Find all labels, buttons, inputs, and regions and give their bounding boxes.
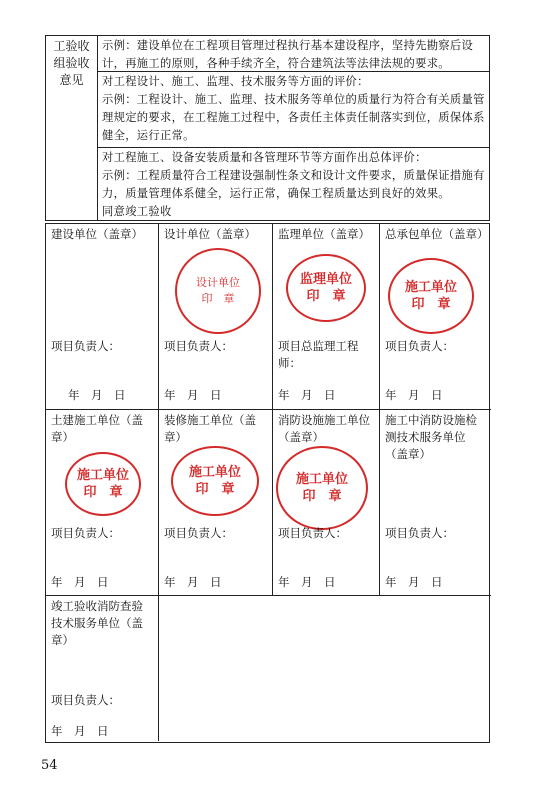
opinion-row2-text: 示例：工程设计、施工、监理、技术服务等单位的质量行为符合有关质量管理规定的要求，在工程施工过程中，各责任主体责任制落实到位，质保体系健全，运行正常。 [102,93,485,142]
acceptance-opinion-table [45,35,490,221]
supervision-unit-seal: 监理单位 印 章 [286,254,366,322]
design-unit-seal: 设计单位 印 章 [175,248,261,334]
unit-title: 施工中消防设施检测技术服务单位（盖章） [385,413,477,461]
date-label: 年 月 日 [278,575,336,589]
unit-title: 监理单位（盖章） [278,227,370,241]
unit-cell-general-contractor [380,224,491,410]
project-leader-label: 项目负责人： [278,526,347,540]
unit-cell-fire-testing-service [380,410,491,596]
date-label: 年 月 日 [68,388,126,402]
unit-cell-fire-inspection-service [46,596,159,741]
project-leader-label: 项目负责人： [164,339,233,353]
unit-title: 建设单位（盖章） [51,227,143,241]
unit-cell-construction [46,224,159,410]
unit-title: 总承包单位（盖章） [385,227,489,241]
page-number: 54 [41,758,58,773]
opinion-row-construction [98,36,489,72]
project-leader-label: 项目负责人： [164,526,233,540]
signature-grid [45,223,490,743]
unit-title: 设计单位（盖章） [164,227,256,241]
project-leader-label: 项目负责人： [385,339,454,353]
opinion-row-evaluation [98,72,489,148]
date-label: 年 月 日 [51,575,109,589]
chief-supervisor-label: 项目总监理工程师： [278,339,359,370]
opinion-row3-title: 对工程施工、设备安装质量和各管理环节等方面作出总体评价： [102,151,427,164]
unit-cell-decoration-construction [159,410,273,596]
empty-cell [159,596,491,741]
decoration-construction-seal: 施工单位 印 章 [171,446,259,516]
unit-title: 装修施工单位（盖章） [164,413,256,444]
unit-cell-fire-facility-construction [273,410,380,596]
project-leader-label: 项目负责人： [51,339,120,353]
opinion-row1-text: 示例：建设单位在工程项目管理过程执行基本建设程序，坚持先勘察后设计，再施工的原则，各种手续齐全，符合建筑法等法律法规的要求。 [102,39,474,70]
unit-title: 竣工验收消防查验技术服务单位（盖章） [51,599,143,647]
opinion-row3-text: 示例：工程质量符合工程建设强制性条文和设计文件要求，质量保证措施有力，质量管理体系健全，运行正常，确保工程质量达到良好的效果。 [102,169,485,200]
date-label: 年 月 日 [385,575,443,589]
opinion-row2-title: 对工程设计、施工、监理、技术服务等方面的评价： [102,75,369,88]
opinion-row-overall [98,148,489,222]
date-label: 年 月 日 [164,575,222,589]
general-contractor-seal: 施工单位 印 章 [388,258,474,334]
unit-title: 消防设施施工单位（盖章） [278,413,370,444]
unit-cell-design [159,224,273,410]
project-leader-label: 项目负责人： [51,526,120,540]
date-label: 年 月 日 [278,388,336,402]
project-leader-label: 项目负责人： [51,693,120,707]
unit-title: 土建施工单位（盖章） [51,413,143,444]
date-label: 年 月 日 [164,388,222,402]
fire-facility-construction-seal: 施工单位 印 章 [276,446,368,530]
unit-cell-civil-construction [46,410,159,596]
opinion-row3-conclusion: 同意竣工验收 [102,205,172,218]
date-label: 年 月 日 [385,388,443,402]
date-label: 年 月 日 [51,724,109,738]
project-leader-label: 项目负责人： [385,526,454,540]
unit-cell-supervision [273,224,380,410]
civil-construction-seal: 施工单位 印 章 [65,452,141,516]
opinion-label: 工验收组验收意见 [46,36,98,220]
